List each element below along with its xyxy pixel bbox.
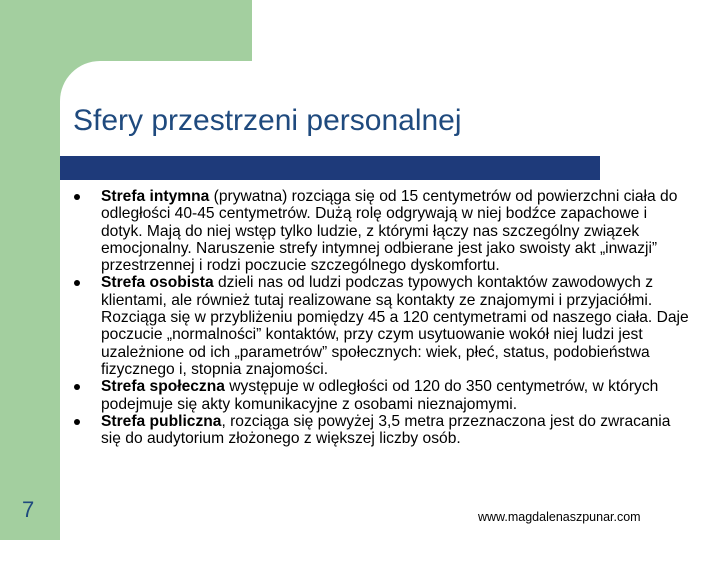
slide-number: 7 [22, 497, 35, 522]
bullet-item-strefa-spoleczna [72, 378, 690, 413]
bullet-text: (prywatna) rozciąga się od 15 centymetrów od powierzchni ciała do odległości 40-45 centymetrów. Dużą rolę odgrywają w niej bodźce zapachowe i dotyk. Mają do niej wstęp tylko ludzie, z którymi łączy nas szczególny związek emocjonalny. Naruszenie strefy intymnej odbierane jest jako swoisty akt „inwazji” przestrzennej i rodzi poczucie szczególnego dyskomfortu. [101, 188, 678, 275]
footer-url: www.magdalenaszpunar.com [478, 510, 641, 524]
bullet-text: dzieli nas od ludzi podczas typowych kontaktów zawodowych z klientami, ale również tutaj realizowane są kontakty ze znajomymi i przyjaciółmi. Rozciąga się w przybliżeniu pomiędzy 45 a 120 centymetrami od naszego ciała. Daje poczucie „normalności” kontaktów, przy czym usytuowanie wokół niej ludzi jest uzależnione od ich „parametrów” społecznych: wiek, płeć, status, podobieństwa fizycznego i, stopnia znajomości. [101, 274, 689, 378]
bullet-term: Strefa publiczna [101, 412, 222, 430]
bullet-dot-icon [74, 419, 80, 425]
bullet-dot-icon [74, 280, 80, 286]
title-underline-bar [60, 156, 600, 180]
bullet-dot-icon [74, 384, 80, 390]
bullet-term: Strefa intymna [101, 188, 210, 205]
bullet-item-strefa-osobista [72, 274, 690, 378]
bullet-item-strefa-publiczna [72, 413, 690, 448]
bullet-dot-icon [74, 194, 80, 200]
bullet-text: występuje w odległości od 120 do 350 centymetrów, w których podejmuje się akty komunikacyjne z osobami nieznajomymi. [101, 378, 659, 413]
bullet-text: , rozciąga się powyżej 3,5 metra przeznaczona jest do zwracania się do audytorium złożonego z większej liczby osób. [101, 412, 671, 448]
bullet-term: Strefa osobista [101, 274, 214, 292]
bullet-item-strefa-intymna [72, 188, 690, 274]
bullet-term: Strefa społeczna [101, 378, 225, 396]
bullet-list [72, 188, 690, 447]
slide-title: Sfery przestrzeni personalnej [73, 104, 462, 137]
